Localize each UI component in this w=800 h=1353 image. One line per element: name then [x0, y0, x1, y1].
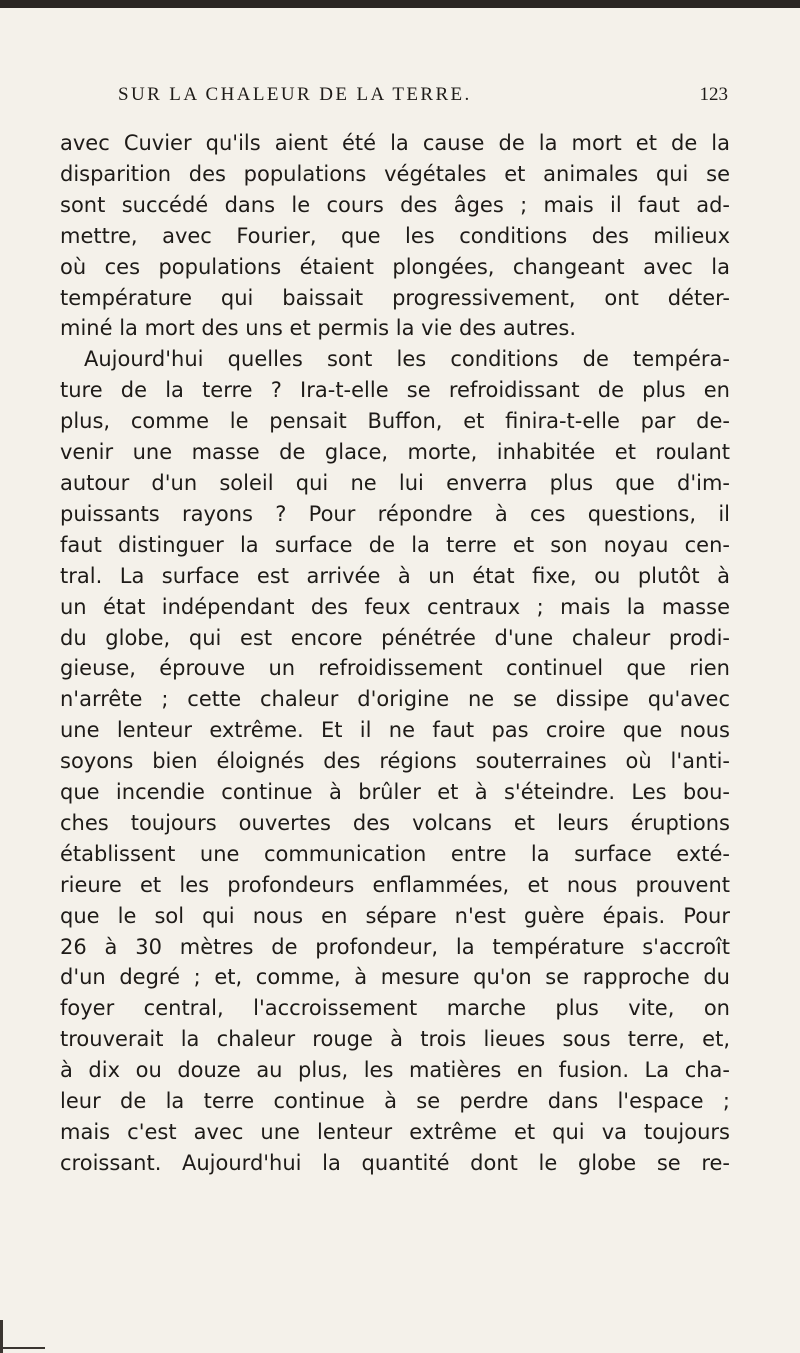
text-line: gieuse, éprouve un refroidissement continuel que rien	[60, 656, 730, 681]
text-line: où ces populations étaient plongées, changeant avec la	[60, 254, 730, 279]
text-line: plus, comme le pensait Buffon, et finira-t-elle par de-	[60, 409, 730, 434]
text-line: que le sol qui nous en sépare n'est guère épais. Pour	[60, 903, 730, 928]
text-line: avec Cuvier qu'ils aient été la cause de la mort et de la	[60, 131, 730, 155]
page-header	[60, 84, 728, 114]
body-text	[60, 128, 730, 1179]
text-line: sont succédé dans le cours des âges ; mais il faut ad-	[60, 192, 730, 217]
text-line: du globe, qui est encore pénétrée d'une chaleur prodi-	[60, 625, 730, 650]
running-title: SUR LA CHALEUR DE LA TERRE.	[118, 84, 472, 105]
text-line: soyons bien éloignés des régions souterraines où l'anti-	[60, 749, 730, 774]
text-line: n'arrête ; cette chaleur d'origine ne se dissipe qu'avec	[60, 687, 730, 712]
top-border-rule	[0, 0, 800, 8]
text-line: établissent une communication entre la surface exté-	[60, 841, 730, 866]
page-corner-mark	[0, 1320, 43, 1353]
page-number: 123	[699, 84, 728, 105]
text-line: miné la mort des uns et permis la vie des autres.	[60, 316, 576, 341]
text-line: un état indépendant des feux centraux ; mais la masse	[60, 594, 730, 619]
text-line: ches toujours ouvertes des volcans et leurs éruptions	[60, 810, 730, 835]
text-line: Aujourd'hui quelles sont les conditions de tempéra-	[84, 347, 730, 372]
text-line: rieure et les profondeurs enflammées, et nous prouvent	[60, 872, 730, 897]
text-line: foyer central, l'accroissement marche plus vite, on	[60, 996, 730, 1021]
text-line: mettre, avec Fourier, que les conditions des milieux	[60, 223, 730, 248]
text-line: venir une masse de glace, morte, inhabitée et roulant	[60, 440, 730, 465]
text-line: leur de la terre continue à se perdre dans l'espace ;	[60, 1089, 730, 1114]
text-line: une lenteur extrême. Et il ne faut pas croire que nous	[60, 718, 730, 743]
text-line: mais c'est avec une lenteur extrême et qui va toujours	[60, 1120, 730, 1144]
text-line: croissant. Aujourd'hui la quantité dont le globe se re-	[60, 1150, 730, 1175]
text-line: température qui baissait progressivement, ont déter-	[60, 285, 730, 310]
text-line: puissants rayons ? Pour répondre à ces questions, il	[60, 501, 730, 526]
text-line: autour d'un soleil qui ne lui enverra plus que d'im-	[60, 470, 730, 495]
text-line: faut distinguer la surface de la terre et son noyau cen-	[60, 532, 730, 557]
text-line: à dix ou douze au plus, les matières en fusion. La cha-	[60, 1058, 730, 1083]
text-line: trouverait la chaleur rouge à trois lieues sous terre, et,	[60, 1027, 730, 1052]
text-line: que incendie continue à brûler et à s'éteindre. Les bou-	[60, 780, 730, 805]
text-line: disparition des populations végétales et animales qui se	[60, 161, 730, 186]
text-line: ture de la terre ? Ira-t-elle se refroidissant de plus en	[60, 378, 730, 403]
text-line: tral. La surface est arrivée à un état fixe, ou plutôt à	[60, 563, 730, 588]
text-line: d'un degré ; et, comme, à mesure qu'on se rapproche du	[60, 965, 730, 990]
text-line: 26 à 30 mètres de profondeur, la température s'accroît	[60, 934, 730, 959]
